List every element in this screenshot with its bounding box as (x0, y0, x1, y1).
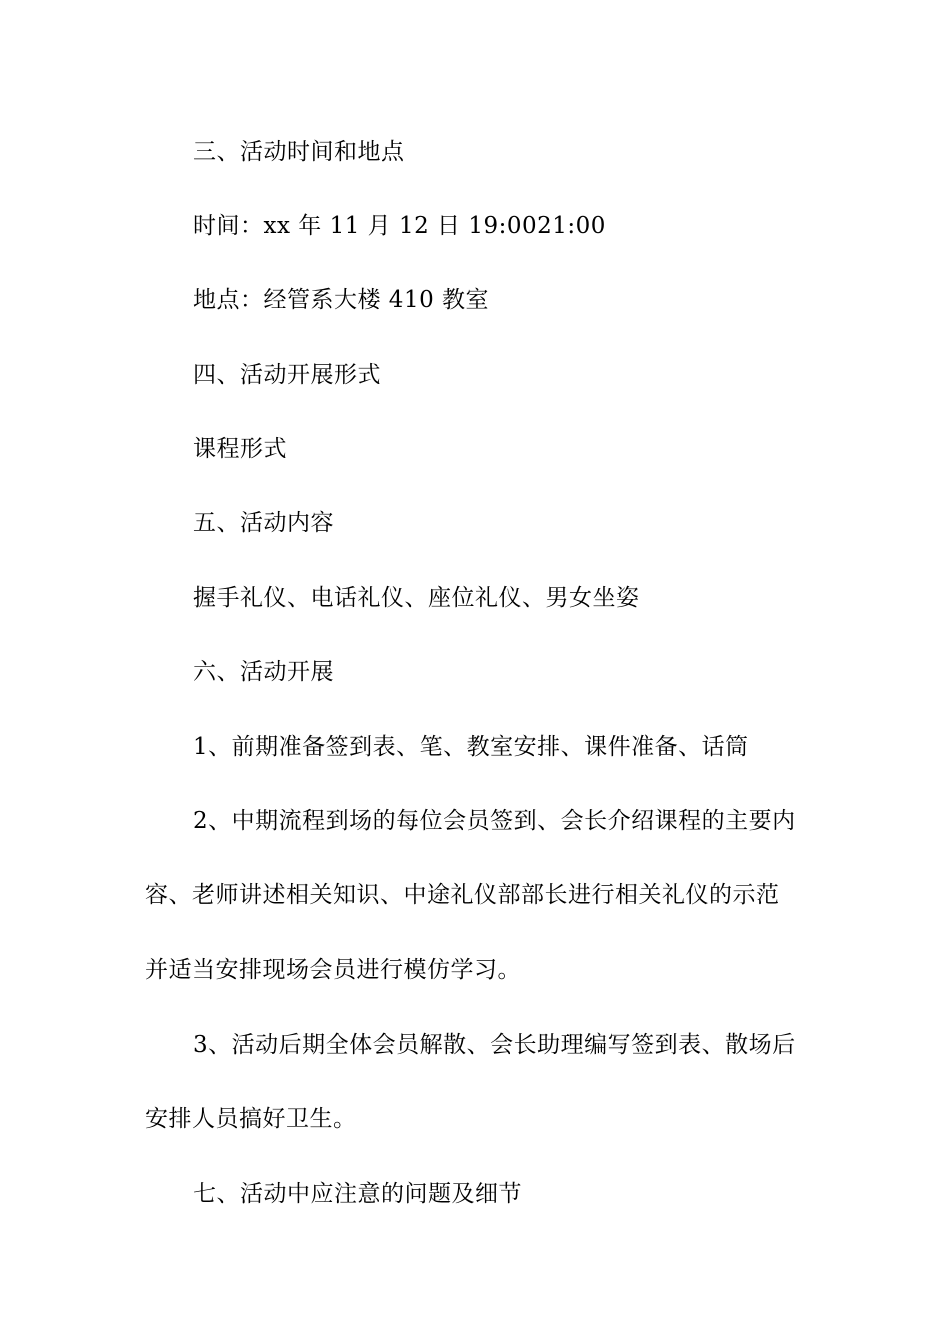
time-line: 时间：xx 年 11 月 12 日 19:0021:00 (193, 213, 606, 239)
place-line: 地点：经管系大楼 410 教室 (193, 287, 490, 313)
conduct-item-3-line-1: 3、活动后期全体会员解散、会长助理编写签到表、散场后 (193, 1032, 796, 1058)
conduct-item-2-line-1: 2、中期流程到场的每位会员签到、会长介绍课程的主要内 (193, 808, 796, 834)
section-heading-format: 四、活动开展形式 (193, 362, 381, 388)
conduct-item-3-line-2: 安排人员搞好卫生。 (145, 1106, 357, 1132)
section-heading-content: 五、活动内容 (193, 510, 334, 536)
section-heading-time-place: 三、活动时间和地点 (193, 139, 405, 165)
section-heading-notes: 七、活动中应注意的问题及细节 (193, 1181, 522, 1207)
conduct-item-2-line-3: 并适当安排现场会员进行模仿学习。 (145, 957, 521, 983)
format-line: 课程形式 (193, 436, 287, 462)
content-line: 握手礼仪、电话礼仪、座位礼仪、男女坐姿 (193, 585, 640, 611)
section-heading-conduct: 六、活动开展 (193, 659, 334, 685)
conduct-item-1: 1、前期准备签到表、笔、教室安排、课件准备、话筒 (193, 734, 749, 760)
conduct-item-2-line-2: 容、老师讲述相关知识、中途礼仪部部长进行相关礼仪的示范 (145, 882, 780, 908)
